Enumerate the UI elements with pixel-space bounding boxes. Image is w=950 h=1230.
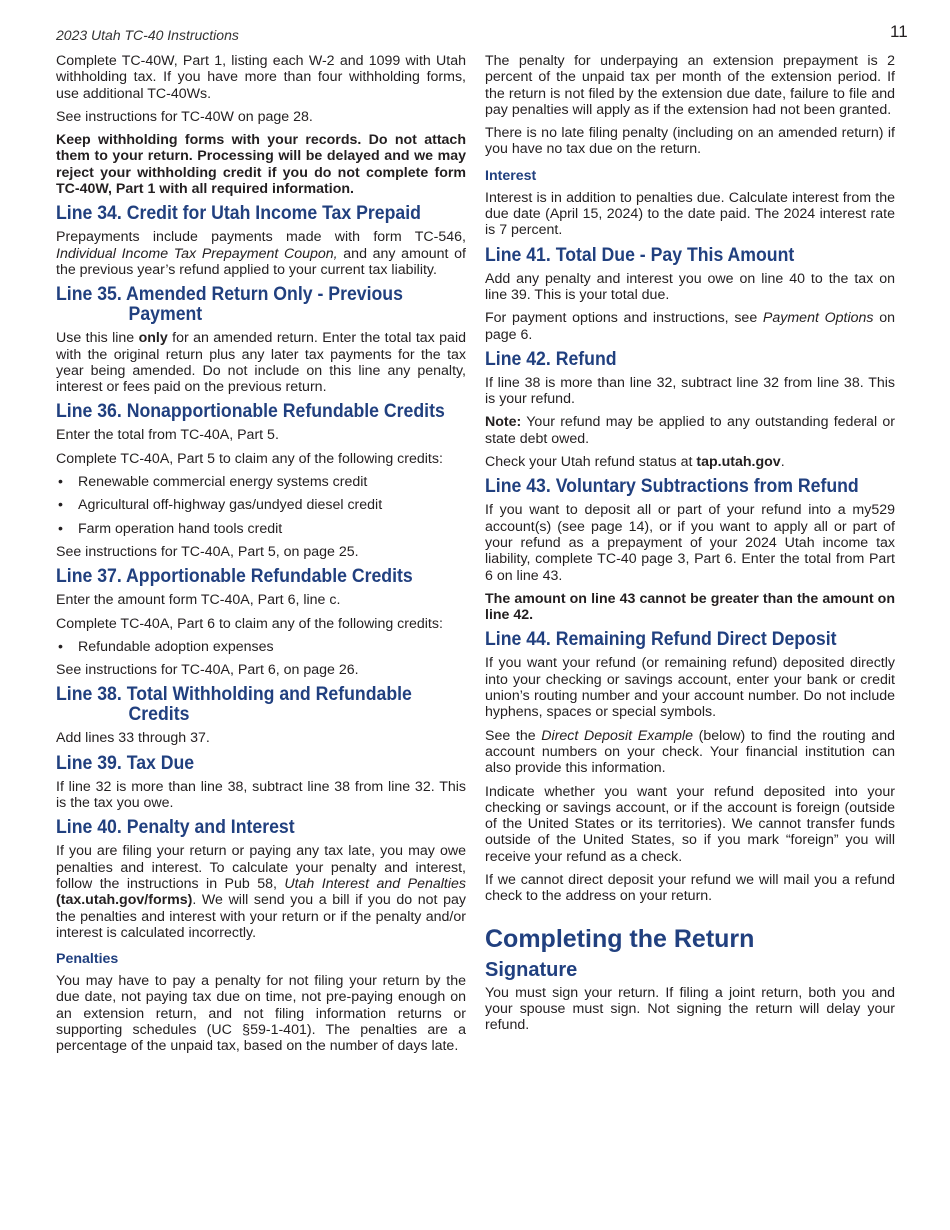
- line34-text: Prepayments include payments made with form TC-546, Individual Income Tax Prepayment Coupon, and any amount of the previous year’s refund applied to your current tax liability.: [56, 229, 466, 278]
- paragraph: Add lines 33 through 37.: [56, 730, 210, 747]
- interest-subheading: Interest: [485, 167, 537, 184]
- signature-heading: Signature: [485, 958, 578, 981]
- line40-text: If you are filing your return or paying any tax late, you may owe penalties and interest. To calculate your penalty and interest, follow the instructions in Pub 58, Utah Interest and Penalties (tax.utah.gov/forms). We will send you a bill if you do not pay the penalties and interest with your return or if the penalty and/or interest is calculated incorrectly.: [56, 843, 466, 941]
- list-item: • Farm operation hand tools credit: [56, 521, 466, 537]
- paragraph: Check your Utah refund status at tap.utah.gov.: [485, 454, 785, 471]
- paragraph: If you want to deposit all or part of your refund into a my529 account(s) (see page 14), or if you want to apply all or part of your refund as a prepayment of your 2024 Utah income tax liability, complete TC-40 page 3, Part 6. Enter the total from Part 6 on line 43.: [485, 502, 895, 584]
- paragraph: Indicate whether you want your refund deposited into your checking or savings account, or if the account is foreign (outside of the United States or its territories). We cannot transfer funds outside of the United States, so if you mark “foreign” you will receive your refund as a check.: [485, 783, 895, 865]
- line37-heading: Line 37. Apportionable Refundable Credits: [56, 566, 413, 588]
- paragraph: See instructions for TC-40A, Part 5, on page 25.: [56, 543, 359, 560]
- paragraph: Add any penalty and interest you owe on line 40 to the tax on line 39. This is your total due.: [485, 270, 895, 303]
- line41-heading: Line 41. Total Due - Pay This Amount: [485, 244, 795, 266]
- paragraph: If line 32 is more than line 38, subtract line 38 from line 32. This is the tax you owe.: [56, 778, 466, 812]
- line40-heading: Line 40. Penalty and Interest: [56, 817, 295, 839]
- left-column: [56, 53, 466, 1062]
- line38-heading: Line 38. Total Withholding and Refundable Credits: [56, 684, 412, 726]
- bold-notice: The amount on line 43 cannot be greater than the amount on line 42.: [485, 590, 895, 624]
- paragraph: If you want your refund (or remaining refund) deposited directly into your checking or savings account, enter your bank or credit union’s routing number and your account number. Do not include hyphens, spaces or special symbols.: [485, 655, 895, 721]
- line43-heading: Line 43. Voluntary Subtractions from Refund: [485, 476, 859, 498]
- line36-heading: Line 36. Nonapportionable Refundable Credits: [56, 401, 445, 423]
- paragraph: Complete TC-40A, Part 5 to claim any of the following credits:: [56, 450, 443, 467]
- line44-heading: Line 44. Remaining Refund Direct Deposit: [485, 629, 837, 651]
- right-column: [485, 53, 895, 1040]
- note: Note: Your refund may be applied to any outstanding federal or state debt owed.: [485, 414, 895, 447]
- list-item: • Agricultural off-highway gas/undyed diesel credit: [56, 497, 466, 513]
- line35-heading: Line 35. Amended Return Only - Previous Payment: [56, 284, 403, 326]
- refund-status-link[interactable]: tap.utah.gov: [696, 454, 781, 471]
- paragraph: Interest is in addition to penalties due. Calculate interest from the due date (April 15, 2024) to the date paid. The 2024 interest rate is 7 percent.: [485, 189, 895, 239]
- line37-credit-list: [56, 639, 466, 655]
- line39-heading: Line 39. Tax Due: [56, 752, 195, 774]
- section-title: Completing the Return: [485, 924, 755, 953]
- paragraph: You must sign your return. If filing a joint return, both you and your spouse must sign. Not signing the return will delay your refund.: [485, 984, 895, 1034]
- paragraph: Enter the amount form TC-40A, Part 6, line c.: [56, 592, 341, 609]
- line35-text: Use this line only for an amended return. Enter the total tax paid with the original return plus any later tax payments for the tax year being amended. Do not include on this line any penalty, interest or fees paid on the previous return.: [56, 330, 466, 396]
- paragraph: You may have to pay a penalty for not filing your return by the due date, not paying tax due on time, not pre-paying enough on an extension return, and not filing information returns or supporting schedules (UC §59-1-401). The penalties are a percentage of the unpaid tax, based on the number of days late.: [56, 973, 466, 1055]
- line36-credit-list: [56, 474, 466, 537]
- penalties-subheading: Penalties: [56, 951, 119, 968]
- running-header: 2023 Utah TC-40 Instructions: [56, 27, 239, 43]
- list-item: • Renewable commercial energy systems credit: [56, 474, 466, 490]
- paragraph: See instructions for TC-40W on page 28.: [56, 108, 313, 125]
- paragraph: There is no late filing penalty (including on an amended return) if you have no tax due on the return.: [485, 125, 895, 158]
- list-item: • Refundable adoption expenses: [56, 639, 466, 655]
- paragraph: Enter the total from TC-40A, Part 5.: [56, 427, 279, 444]
- paragraph: Complete TC-40A, Part 6 to claim any of the following credits:: [56, 615, 443, 632]
- bold-notice: Keep withholding forms with your records. Do not attach them to your return. Processing will be delayed and we may reject your withholding credit if you do not complete form TC-40W, Part 1 with all required information.: [56, 132, 466, 198]
- paragraph: If we cannot direct deposit your refund we will mail you a refund check to the address on your return.: [485, 871, 895, 905]
- paragraph: If line 38 is more than line 32, subtract line 32 from line 38. This is your refund.: [485, 374, 895, 408]
- line34-heading: Line 34. Credit for Utah Income Tax Prepaid: [56, 203, 421, 225]
- paragraph: Complete TC-40W, Part 1, listing each W-2 and 1099 with Utah withholding tax. If you have more than four withholding forms, use additional TC-40Ws.: [56, 53, 466, 102]
- paragraph: For payment options and instructions, see Payment Options on page 6.: [485, 310, 895, 343]
- page-number: 11: [890, 22, 908, 41]
- paragraph: See the Direct Deposit Example (below) to find the routing and account numbers on your check. Your financial institution can also provide this information.: [485, 727, 895, 777]
- paragraph: See instructions for TC-40A, Part 6, on page 26.: [56, 662, 359, 679]
- paragraph: The penalty for underpaying an extension prepayment is 2 percent of the unpaid tax per month of the extension period. If the return is not filed by the extension due date, failure to file and pay penalties will apply as if the extension had not been granted.: [485, 53, 895, 118]
- line42-heading: Line 42. Refund: [485, 348, 617, 370]
